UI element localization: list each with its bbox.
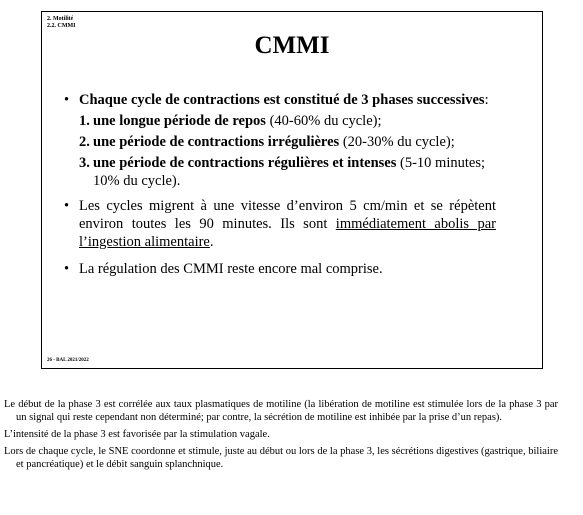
slide-title: CMMI (254, 32, 330, 59)
slide-footer: 26 - BAL 2021/2022 (47, 358, 89, 363)
phase-detail: (40-60% du cycle); (265, 113, 382, 129)
phase-item-3 (79, 154, 496, 190)
phase-detail: (5-10 minutes; 10% du cycle). (93, 155, 485, 189)
phase-number: 2. (79, 134, 90, 150)
phase-item-2 (79, 133, 496, 151)
bullet-marker: • (64, 92, 70, 108)
phase-number: 1. (79, 113, 90, 129)
note-paragraph-2: L’intensité de la phase 3 est favorisée par la stimulation vagale. (4, 429, 270, 440)
bullet-list (64, 91, 496, 285)
bullet-marker: • (64, 198, 70, 214)
phase-item-1 (79, 112, 496, 130)
note-paragraph-3: Lors de chaque cycle, le SNE coordonne et stimule, juste au début ou lors de la phase 3, les sécrétions digestives (gastrique, biliaire et pancréatique) et le débit sanguin splanchnique. (4, 446, 558, 470)
notes-section (4, 398, 558, 475)
breadcrumb (47, 16, 76, 30)
bullet-text: Les cycles migrent à une vitesse d’environ 5 cm/min et se répètent environ toutes les 90 minutes. Ils sont (79, 198, 496, 232)
bullet-text: La régulation des CMMI reste encore mal comprise. (79, 261, 383, 277)
breadcrumb-section: 2. Motilité (47, 16, 74, 22)
bullet-cycle-phases (64, 91, 496, 190)
phase-detail: (20-30% du cycle); (339, 134, 455, 150)
phase-list (79, 112, 496, 190)
bullet-underlined-text: immédiatement abolis par l’ingestion alimentaire (79, 216, 497, 250)
bullet-colon: : (484, 92, 489, 108)
bullet-period: . (209, 234, 214, 250)
breadcrumb-subsection: 2.2. CMMI (47, 23, 76, 29)
bullet-migration (64, 197, 496, 251)
note-paragraph-1: Le début de la phase 3 est corrélée aux taux plasmatiques de motiline (la libération de motiline est stimulée lors de la phase 3 par un signal qui reste cependant non déterminé; par contre, la sécrétion de motiline est inhibée par la prise d’un repas). (4, 399, 558, 423)
phase-number: 3. (79, 155, 90, 171)
phase-name: une longue période de repos (93, 113, 266, 129)
bullet-regulation (64, 260, 496, 278)
bullet-marker: • (64, 261, 70, 277)
phase-name: une période de contractions irrégulières (93, 134, 340, 150)
phase-name: une période de contractions régulières et intenses (93, 155, 397, 171)
slide (41, 11, 543, 369)
bullet-text: Chaque cycle de contractions est constitué de 3 phases successives (79, 92, 485, 108)
